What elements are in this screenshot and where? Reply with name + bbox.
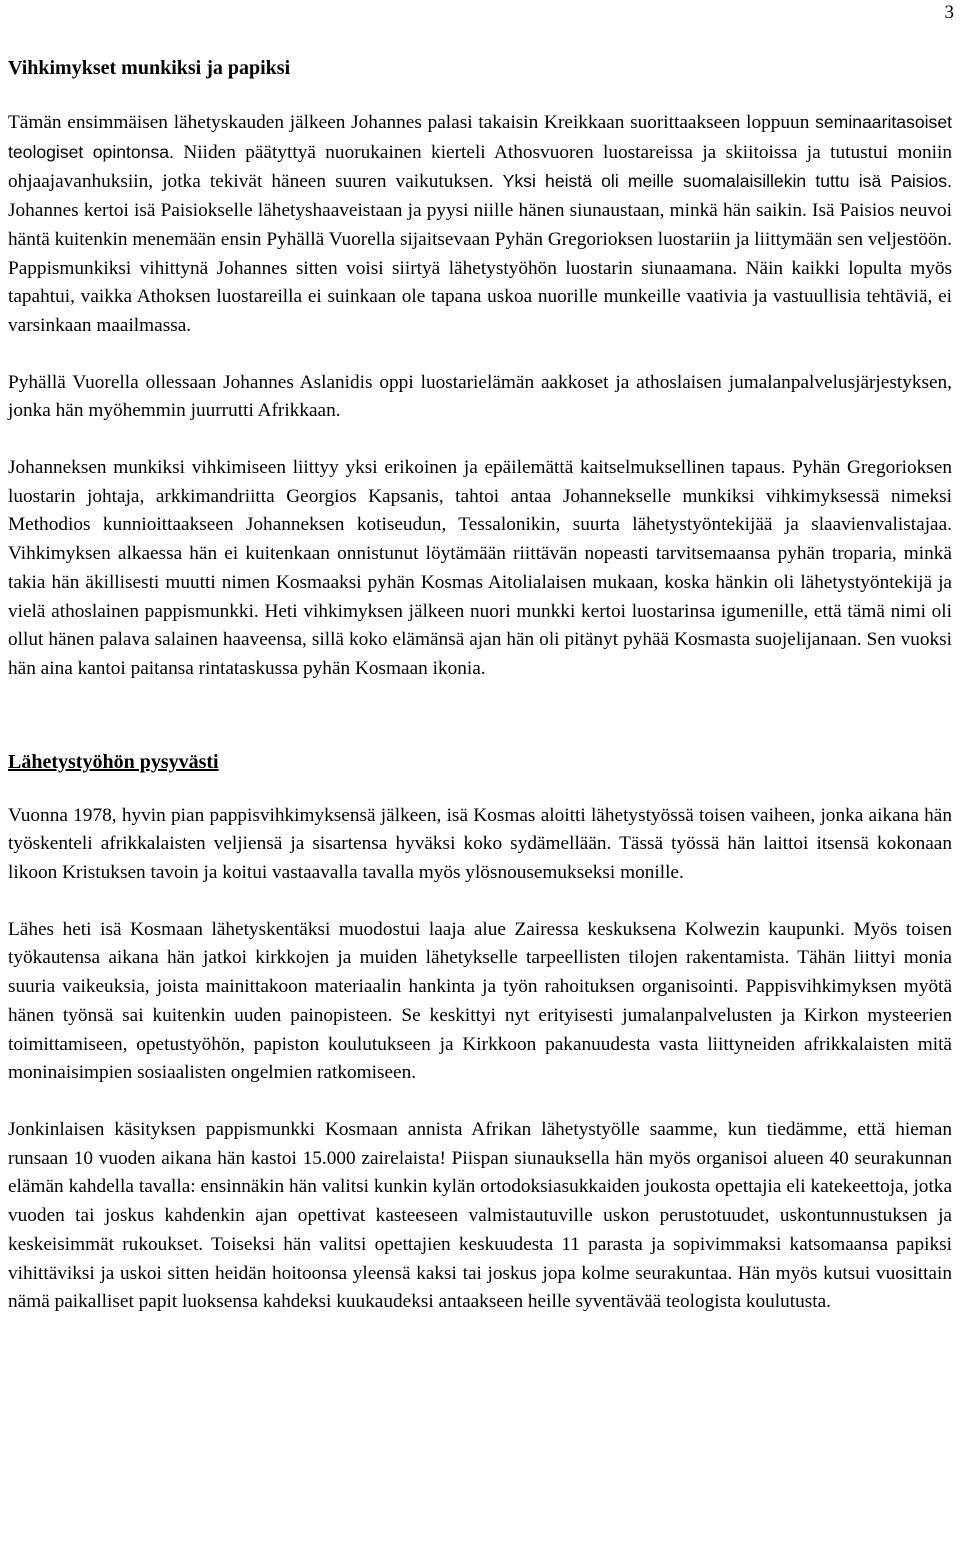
- paragraph-monastic-tonsure: Johanneksen munkiksi vihkimiseen liittyy yksi erikoinen ja epäilemättä kaitselmuksellinen tapaus. Pyhän Gregorioksen luostarin johtaja, arkkimandriitta Georgios Kapsanis, tahtoi antaa Johannekselle munkiksi vihkimyksessä nimeksi Methodios kunnioittaakseen Johanneksen kotiseudun, Tessalonikin, suurta lähetystyöntekijää ja slaavienvalistajaa. Vihkimyksen alkaessa hän ei kuitenkaan onnistunut löytämään riittävän nopeasti tarvitsemaansa pyhän troparia, minkä takia hän äkillisesti muutti nimen Kosmaaksi pyhän Kosmas Aitolialaisen mukaan, koska hänkin oli lähetystyöntekijä ja vielä athoslainen pappismunkki. Heti vihkimyksen jälkeen nuori munkki kertoi luostarinsa igumenille, että tämä nimi oli ollut hänen palava salainen haaveensa, sillä koko elämänsä ajan hän oli pitänyt pyhää Kosmasta suojelijanaan. Sen vuoksi hän aina kantoi paitansa rintataskussa pyhän Kosmaan ikonia.: [8, 457, 952, 679]
- paragraph-holy-mountain: Pyhällä Vuorella ollessaan Johannes Aslanidis oppi luostarielämän aakkoset ja athoslaisen jumalanpalvelusjärjestyksen, jonka hän myöhemmin juurrutti Afrikkaan.: [8, 371, 952, 422]
- text-run-sans: seminaaritasoiset teologiset opintonsa.: [8, 112, 952, 162]
- paragraph-zaire-kolwezi: Lähes heti isä Kosmaan lähetyskentäksi muodostui laaja alue Zairessa keskuksena Kolwezin kaupunki. Myös toisen työkautensa aikana hän jatkoi kirkkojen ja muiden lähetykselle tarpeellisten tilojen rakentamista. Tähän liittyi monia suuria vaikeuksia, joista mainittakoon materiaalin hankinta ja työn rahoituksen organisointi. Pappisvihkimyksen myötä hänen työnsä sai kuitenkin uuden painopisteen. Se keskittyi nyt erityisesti jumalanpalvelusten ja Kirkon mysteerien toimittamiseen, opetustyöhön, papiston koulutukseen ja Kirkkoon pakanuudesta vasta liittyneiden afrikkalaisten mitä moninaisimpien sosiaalisten ongelmien ratkomiseen.: [8, 918, 952, 1084]
- section-heading-mission-work: Lähetystyöhön pysyvästi: [8, 750, 219, 773]
- text-run: Johannes kertoi isä Paisiokselle lähetyshaaveistaan ja pyysi niille hänen siunaustaan, minkä hän saikin. Isä Paisios neuvoi häntä kuitenkin menemään ensin Pyhällä Vuorella sijaitsevaan Pyhän Gregorioksen luostariin ja liittymään sen veljestöön. Pappismunkiksi vihittynä Johannes sitten voisi siirtyä lähetystyöhön luostarin siunaamana. Näin kaikki lopulta myös tapahtui, vaikka Athoksen luostareilla ei suinkaan ole tapana uskoa nuorille munkeille vaativia ja vastuullisia tehtäviä, ei varsinkaan maailmassa.: [8, 200, 952, 336]
- section-heading-ordinations: Vihkimykset munkiksi ja papiksi: [8, 57, 291, 79]
- paragraph-1978: Vuonna 1978, hyvin pian pappisvihkimyksensä jälkeen, isä Kosmas aloitti lähetystyössä toisen vaiheen, jonka aikana hän työskenteli afrikkalaisten veljiensä ja sisartensa hyväksi koko sydämellään. Tässä työssä hän laittoi itsensä kokonaan likoon Kristuksen tavoin ja koitui vastaavalla tavalla myös ylösnousemukseksi monille.: [8, 804, 952, 884]
- paragraph-return-to-greece: [8, 108, 952, 341]
- text-run: Niiden päätyttyä nuorukainen kierteli Athosvuoren luostareissa ja skiitoissa ja tutustui moniin ohjaajavanhuksiin, jotka tekivät häneen suuren vaikutuksen.: [8, 141, 952, 193]
- text-run: Tämän ensimmäisen lähetyskauden jälkeen Johannes palasi takaisin Kreikkaan suorittaakseen loppuun: [8, 112, 816, 133]
- text-run-sans: Yksi heistä oli meille suomalaisillekin tuttu isä Paisios.: [502, 171, 952, 192]
- page-number: 3: [944, 2, 954, 23]
- paragraph-baptisms: Jonkinlaisen käsityksen pappismunkki Kosmaan annista Afrikan lähetystyölle saamme, kun tiedämme, että hieman runsaan 10 vuoden aikana hän kastoi 15.000 zairelaista! Piispan siunauksella hän myös organisoi alueen 40 seurakunnan elämän kahdella tavalla: ensinnäkin hän valitsi kunkin kylän ortodoksiasukkaiden joukosta opettajia eli katekeettoja, jotka vuoden tai joskus kahdenkin ajan opettivat kasteeseen valmistautuville uskon perustotuudet, uskontunnustuksen ja keskeisimmät rukoukset. Toiseksi hän valitsi opettajien keskuudesta 11 parasta ja sopivimmaksi katsomaansa papiksi vihittäviksi ja uskoi sitten heidän hoitoonsa yleensä kaksi tai joskus jopa kolme seurakuntaa. Hän myös kutsui vuosittain nämä paikalliset papit luoksensa kahdeksi kuukaudeksi antaakseen heille syventävää teologista koulutusta.: [8, 1118, 952, 1313]
- document-body: [8, 54, 952, 1345]
